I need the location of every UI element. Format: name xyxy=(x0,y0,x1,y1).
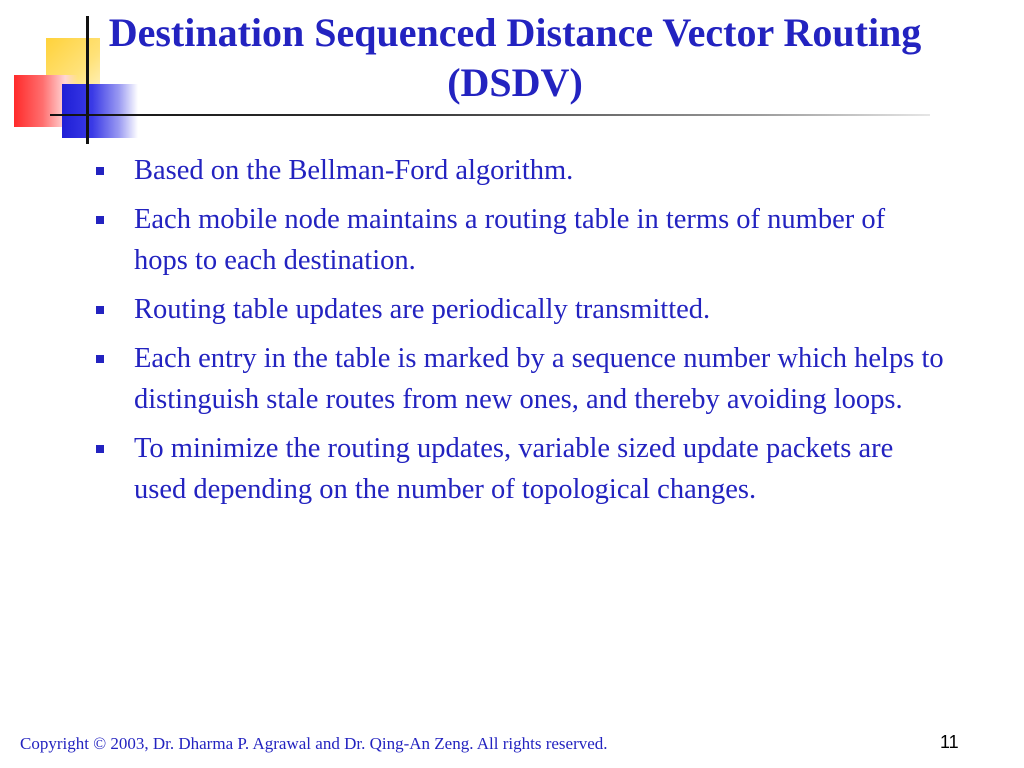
square-bullet-icon xyxy=(96,355,104,363)
bullet-item xyxy=(96,289,946,330)
square-bullet-icon xyxy=(96,216,104,224)
bullet-item xyxy=(96,150,946,191)
square-bullet-icon xyxy=(96,445,104,453)
bullet-item xyxy=(96,338,946,420)
bullet-text: Routing table updates are periodically transmitted. xyxy=(134,294,711,325)
bullet-list xyxy=(96,150,946,518)
bullet-text: Each mobile node maintains a routing table in terms of number of hops to each destination. xyxy=(134,204,886,276)
bullet-text: To minimize the routing updates, variable sized update packets are used depending on the number of topological changes. xyxy=(134,433,894,505)
title-underline xyxy=(50,114,930,116)
bullet-item xyxy=(96,199,946,281)
copyright-footer: Copyright © 2003, Dr. Dharma P. Agrawal and Dr. Qing-An Zeng. All rights reserved. xyxy=(20,734,608,753)
bullet-text: Each entry in the table is marked by a sequence number which helps to distinguish stale routes from new ones, and thereby avoiding loops. xyxy=(134,343,944,415)
slide-title: Destination Sequenced Distance Vector Routing (DSDV) xyxy=(108,10,922,105)
square-bullet-icon xyxy=(96,167,104,175)
page-number: 11 xyxy=(940,732,959,752)
square-bullet-icon xyxy=(96,306,104,314)
bullet-text: Based on the Bellman-Ford algorithm. xyxy=(134,155,574,186)
bullet-item xyxy=(96,428,946,510)
